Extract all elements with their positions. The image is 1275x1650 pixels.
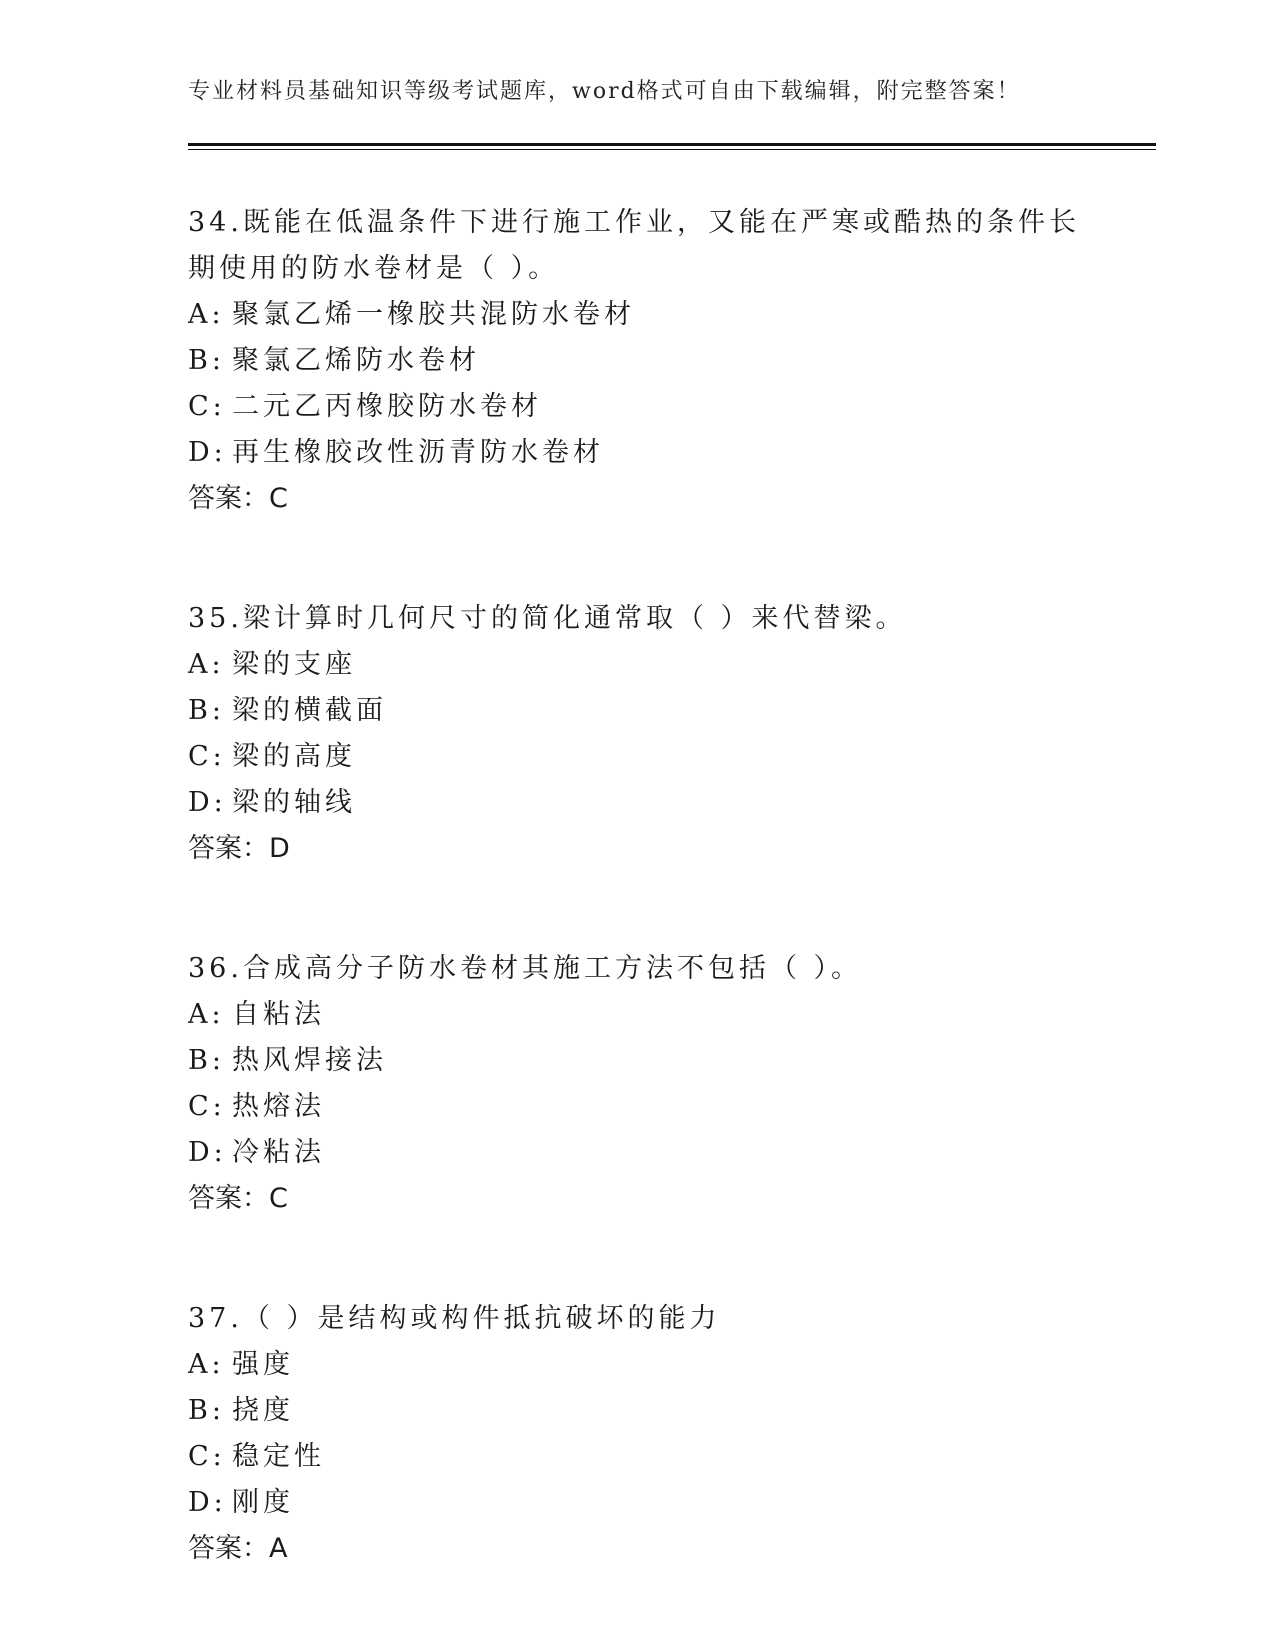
header-divider-thin bbox=[188, 149, 1156, 150]
option-text: 梁的支座 bbox=[232, 649, 356, 680]
option-b bbox=[188, 688, 1088, 734]
option-text: 梁的横截面 bbox=[232, 695, 387, 726]
option-text: 强度 bbox=[232, 1349, 294, 1380]
question-34 bbox=[188, 200, 1088, 522]
option-letter: C: bbox=[188, 1441, 226, 1472]
option-text: 再生橡胶改性沥青防水卷材 bbox=[232, 437, 604, 468]
question-35 bbox=[188, 596, 1088, 872]
option-letter: C: bbox=[188, 741, 226, 772]
header-divider-thick bbox=[188, 143, 1156, 146]
option-letter: B: bbox=[188, 345, 225, 376]
question-list bbox=[188, 200, 1088, 1646]
option-text: 梁的高度 bbox=[232, 741, 356, 772]
option-d bbox=[188, 780, 1088, 826]
option-letter: D: bbox=[188, 787, 227, 818]
option-letter: A: bbox=[188, 999, 225, 1030]
option-d bbox=[188, 430, 1088, 476]
option-text: 热熔法 bbox=[232, 1091, 325, 1122]
answer-line: 答案：D bbox=[188, 833, 290, 864]
option-text: 稳定性 bbox=[232, 1441, 325, 1472]
option-b bbox=[188, 338, 1088, 384]
option-d bbox=[188, 1130, 1088, 1176]
option-letter: A: bbox=[188, 1349, 225, 1380]
option-letter: C: bbox=[188, 1091, 226, 1122]
option-letter: B: bbox=[188, 695, 225, 726]
option-text: 热风焊接法 bbox=[232, 1045, 387, 1076]
option-text: 冷粘法 bbox=[232, 1137, 325, 1168]
option-c bbox=[188, 734, 1088, 780]
option-letter: D: bbox=[188, 1137, 227, 1168]
question-37 bbox=[188, 1296, 1088, 1572]
option-a bbox=[188, 1342, 1088, 1388]
option-text: 聚氯乙烯一橡胶共混防水卷材 bbox=[232, 299, 635, 330]
option-c bbox=[188, 1434, 1088, 1480]
page-header: 专业材料员基础知识等级考试题库，word格式可自由下载编辑，附完整答案！ bbox=[188, 79, 1021, 104]
question-stem: 37.（ ）是结构或构件抵抗破坏的能力 bbox=[188, 1303, 721, 1334]
option-c bbox=[188, 1084, 1088, 1130]
option-b bbox=[188, 1388, 1088, 1434]
question-36 bbox=[188, 946, 1088, 1222]
answer-line: 答案：A bbox=[188, 1533, 288, 1564]
option-text: 挠度 bbox=[232, 1395, 294, 1426]
option-c bbox=[188, 384, 1088, 430]
option-letter: A: bbox=[188, 649, 225, 680]
option-letter: A: bbox=[188, 299, 225, 330]
question-stem: 35.梁计算时几何尺寸的简化通常取（ ）来代替梁。 bbox=[188, 603, 907, 634]
option-letter: D: bbox=[188, 437, 227, 468]
option-text: 刚度 bbox=[232, 1487, 294, 1518]
option-text: 梁的轴线 bbox=[232, 787, 356, 818]
option-d bbox=[188, 1480, 1088, 1526]
option-text: 二元乙丙橡胶防水卷材 bbox=[232, 391, 542, 422]
question-stem: 36.合成高分子防水卷材其施工方法不包括（ ）。 bbox=[188, 953, 863, 984]
option-a bbox=[188, 642, 1088, 688]
question-stem: 34.既能在低温条件下进行施工作业，又能在严寒或酷热的条件长期使用的防水卷材是（ ）。 bbox=[188, 207, 1080, 284]
option-a bbox=[188, 992, 1088, 1038]
answer-line: 答案：C bbox=[188, 1183, 288, 1214]
option-letter: D: bbox=[188, 1487, 227, 1518]
option-text: 聚氯乙烯防水卷材 bbox=[232, 345, 480, 376]
option-b bbox=[188, 1038, 1088, 1084]
option-letter: B: bbox=[188, 1045, 225, 1076]
option-text: 自粘法 bbox=[232, 999, 325, 1030]
option-letter: C: bbox=[188, 391, 226, 422]
option-a bbox=[188, 292, 1088, 338]
option-letter: B: bbox=[188, 1395, 225, 1426]
answer-line: 答案：C bbox=[188, 483, 288, 514]
